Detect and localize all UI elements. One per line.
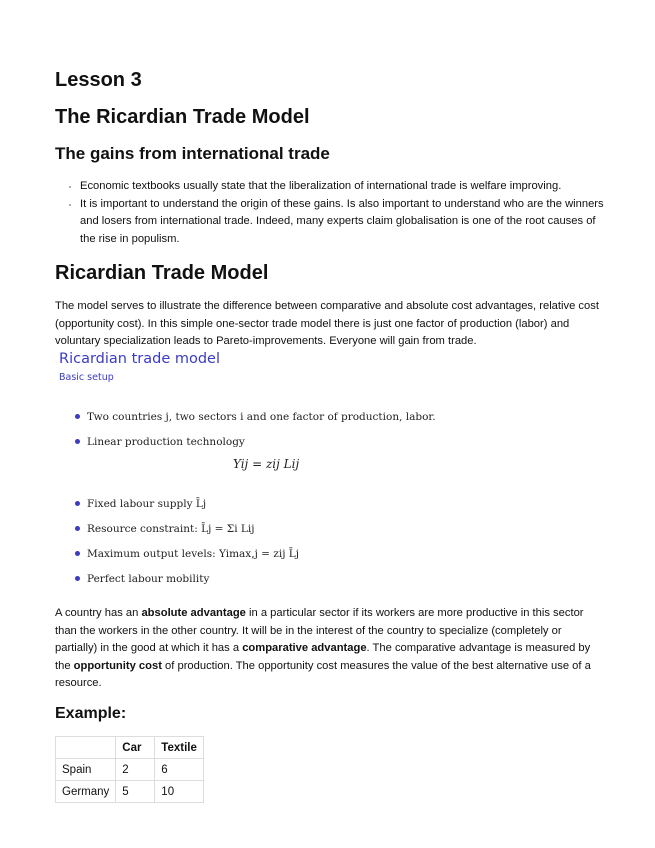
bullet-dot-icon bbox=[75, 501, 80, 506]
slide-item-resource-constraint bbox=[75, 523, 255, 535]
table-cell: Germany bbox=[56, 781, 116, 803]
term-comparative-advantage: comparative advantage bbox=[242, 642, 367, 654]
lesson-heading: Lesson 3 bbox=[55, 69, 142, 91]
table-cell: 2 bbox=[116, 759, 155, 781]
table-row bbox=[56, 781, 204, 803]
term-absolute-advantage: absolute advantage bbox=[141, 607, 246, 619]
slide-item-text: Fixed labour supply L̄j bbox=[87, 498, 207, 510]
table-cell: 6 bbox=[155, 759, 204, 781]
list-item: • Economic textbooks usually state that the liberalization of international trade is welfare improving. bbox=[80, 178, 610, 196]
table-header-row bbox=[56, 737, 204, 759]
text-run: A country has an bbox=[55, 607, 142, 619]
bullet-dot-icon bbox=[75, 526, 80, 531]
slide-item-text: Two countries j, two sectors i and one factor of production, labor. bbox=[87, 411, 436, 423]
slide-item-labour-supply bbox=[75, 498, 206, 510]
slide-item-max-output bbox=[75, 548, 299, 560]
bullet-dot-icon bbox=[75, 551, 80, 556]
bullet-dot-icon bbox=[75, 576, 80, 581]
table-header-cell: Textile bbox=[155, 737, 204, 759]
intro-paragraph: The model serves to illustrate the difference between comparative and absolute cost advantages, relative cost (opportunity cost). In this simple one-sector trade model there is just one factor of production (labor) and voluntary specialization leads to Pareto-improvements. Everyone will gain from trade. bbox=[55, 300, 599, 347]
table-cell: Spain bbox=[56, 759, 116, 781]
production-equation: Yij = zij Lij bbox=[233, 457, 300, 471]
slide-item-technology bbox=[75, 436, 245, 448]
text-run: . The comparative advantage is measured by the bbox=[55, 642, 591, 672]
intro-bullet-list bbox=[63, 178, 610, 248]
section-heading: Ricardian Trade Model bbox=[55, 262, 269, 284]
text-run: of production. The opportunity cost measures the value of the best alternative use of a resource. bbox=[55, 659, 591, 689]
slide-item-text: Resource constraint: L̄j = Σi Lij bbox=[87, 523, 255, 535]
slide-item-labour-mobility bbox=[75, 573, 209, 585]
slide-image bbox=[55, 350, 475, 590]
slide-subtitle: Basic setup bbox=[59, 372, 114, 383]
table-header-cell bbox=[56, 737, 116, 759]
term-opportunity-cost: opportunity cost bbox=[73, 659, 162, 672]
bullet-dot-icon bbox=[75, 439, 80, 444]
table-header-cell: Car bbox=[116, 737, 155, 759]
slide-item-text: Linear production technology bbox=[87, 436, 245, 448]
page-title: The Ricardian Trade Model bbox=[55, 106, 310, 128]
advantage-paragraph bbox=[55, 605, 600, 693]
example-heading: Example: bbox=[55, 705, 127, 722]
slide-item-text: Maximum output levels: Yimax,j = zij L̄j bbox=[87, 548, 300, 560]
bullet-dot-icon bbox=[75, 414, 80, 419]
table-cell: 5 bbox=[116, 781, 155, 803]
slide-item-countries bbox=[75, 411, 436, 423]
table-cell: 10 bbox=[155, 781, 204, 803]
table-row bbox=[56, 759, 204, 781]
example-table bbox=[55, 736, 204, 803]
page-subtitle: The gains from international trade bbox=[55, 144, 330, 163]
text-run: in a particular sector if its workers are more productive in this sector than the workers in the other country. It will be in the interest of the country to specialize (completely or partially) in the good at which it has a bbox=[55, 607, 584, 654]
list-item: • It is important to understand the origin of these gains. Is also important to understand who are the winners and losers from international trade. Indeed, many experts claim globalisation is one of the root causes of the rise in populism. bbox=[80, 196, 610, 249]
slide-item-text: Perfect labour mobility bbox=[87, 573, 210, 585]
slide-title: Ricardian trade model bbox=[59, 351, 221, 367]
